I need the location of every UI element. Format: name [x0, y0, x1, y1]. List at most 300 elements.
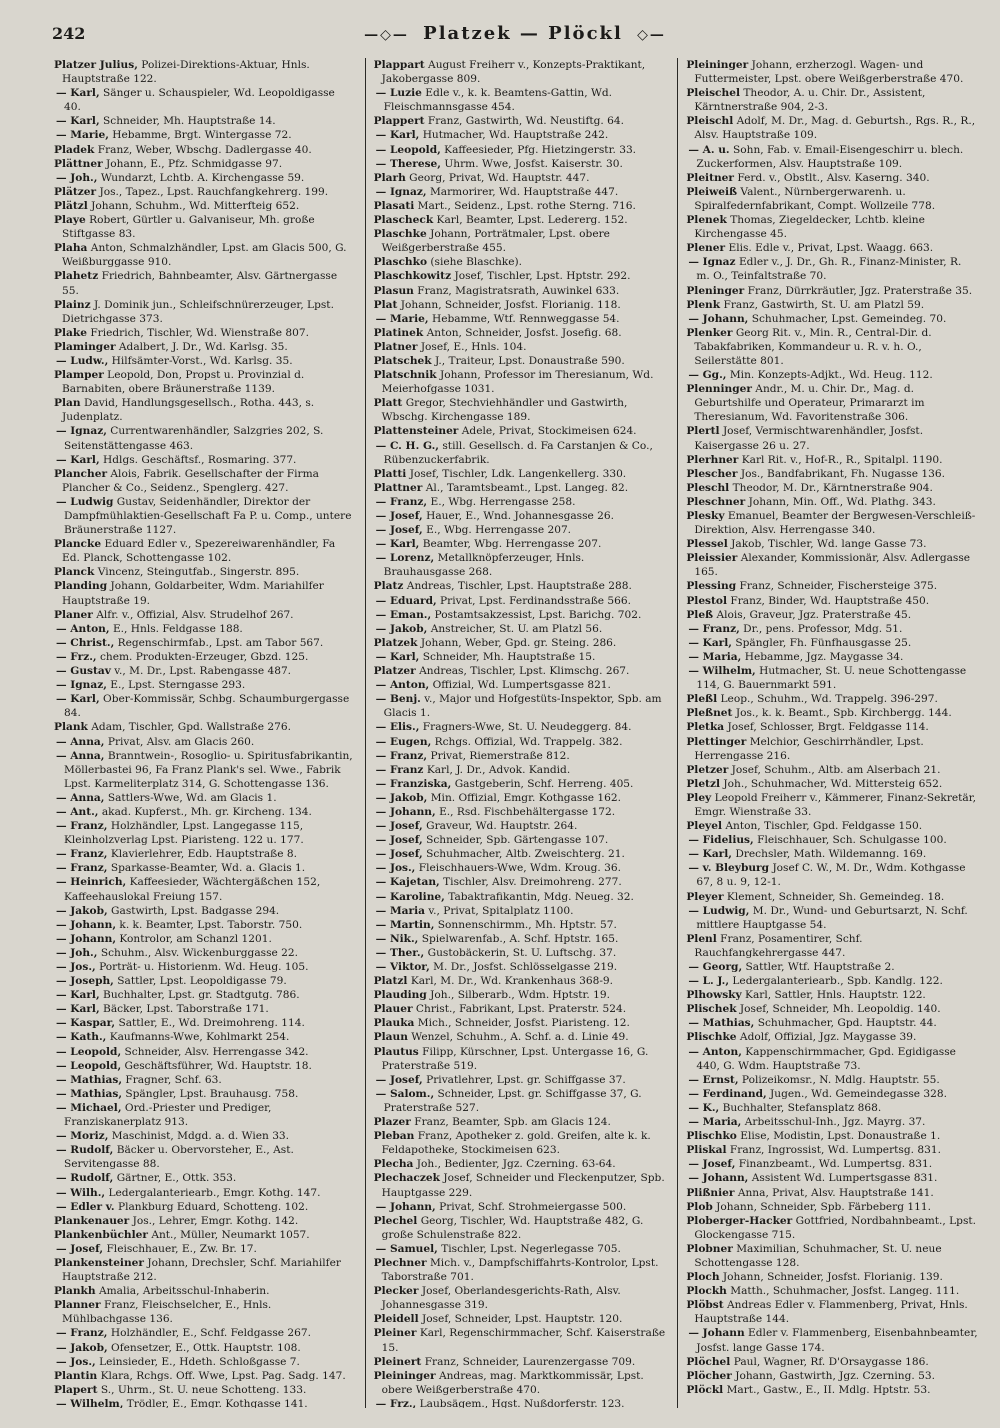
- entry-details: Karl, Regenschirmmacher, Schf. Kaiserstraße 15.: [381, 1327, 666, 1354]
- directory-entry: [684, 1355, 978, 1369]
- entry-name: Pleischl: [686, 115, 734, 128]
- entry-name: Plöckl: [686, 1383, 724, 1396]
- entry-details: August Freiherr v., Konzepts-Praktikant, Jakobergasse 809.: [381, 59, 646, 86]
- directory-entry: [684, 904, 978, 932]
- entry-name: Pleinert: [373, 1355, 422, 1368]
- entry-name: — Nik.,: [375, 932, 419, 945]
- directory-entry: [372, 1073, 666, 1087]
- entry-details: Alois, Graveur, Jgz. Praterstraße 45.: [716, 608, 912, 621]
- entry-details: Joh., Bedienter, Jgz. Czerning. 63-64.: [416, 1158, 616, 1171]
- entry-name: — Jakob,: [56, 1341, 108, 1354]
- entry-details: Tischler, Lpst. Negerlegasse 705.: [441, 1242, 621, 1255]
- entry-details: Privat, Lpst. Ferdinandsstraße 566.: [440, 594, 631, 607]
- entry-details: E., Rsd. Fischbehältergasse 172.: [439, 805, 616, 818]
- entry-name: Playe: [54, 214, 86, 227]
- entry-name: Plenk: [686, 298, 721, 311]
- entry-name: Pletzl: [686, 777, 720, 790]
- ornament-left: —◇—: [364, 26, 409, 43]
- directory-entry: [684, 114, 978, 142]
- entry-details: J. Dominik jun., Schleifschnürerzeuger, Lpst. Dietrichgasse 373.: [62, 298, 334, 325]
- entry-details: Kaufmanns-Wwe, Kohlmarkt 254.: [109, 1031, 290, 1044]
- directory-entry: [372, 622, 666, 636]
- entry-details: Schneider, Spb. Gärtengasse 107.: [426, 834, 609, 847]
- entry-name: — Anna,: [56, 749, 105, 762]
- entry-name: — Karl,: [56, 989, 100, 1002]
- entry-details: Hutmacher, St. U. neue Schottengasse 114, G. Bauernmarkt 591.: [696, 665, 967, 692]
- entry-name: — Ignaz,: [375, 185, 427, 198]
- entry-details: Adam, Tischler, Gpd. Wallstraße 276.: [91, 721, 291, 734]
- directory-entry: [372, 918, 666, 932]
- directory-entry: [52, 1143, 353, 1171]
- directory-entry: [372, 791, 666, 805]
- entry-details: Gottfried, Nordbahnbeamt., Lpst. Glockengasse 715.: [694, 1214, 977, 1241]
- directory-entry: [52, 932, 353, 946]
- directory-entry: [52, 650, 353, 664]
- directory-entry: [52, 1341, 353, 1355]
- directory-entry: [52, 904, 353, 918]
- directory-entry: [684, 932, 978, 960]
- entry-details: Schneider, Alsv. Herrengasse 342.: [124, 1045, 309, 1058]
- directory-entry: [52, 1228, 353, 1242]
- directory-entry: [684, 213, 978, 241]
- entry-name: Plan: [54, 397, 81, 410]
- entry-details: Josef, Schlosser, Brgt. Feldgasse 114.: [727, 721, 929, 734]
- entry-name: — Moriz,: [56, 1130, 109, 1143]
- directory-entry: [684, 382, 978, 424]
- entry-name: — Johann: [688, 1327, 745, 1340]
- directory-entry: [684, 1214, 978, 1242]
- entry-name: Plascheck: [373, 214, 434, 227]
- entry-name: — Karl,: [56, 1003, 100, 1016]
- entry-name: Plerhner: [686, 453, 739, 466]
- directory-entry: [684, 692, 978, 706]
- directory-entry: [684, 1186, 978, 1200]
- entry-name: — Jos.,: [56, 1355, 96, 1368]
- entry-name: — Anna,: [56, 735, 105, 748]
- entry-details: David, Handlungsgesellsch., Rotha. 443, s. Judenplatz.: [62, 397, 315, 424]
- entry-details: Alexander, Kommissionär, Alsv. Adlergasse 165.: [694, 552, 971, 579]
- directory-entry: [52, 875, 353, 903]
- entry-name: Plöbst: [686, 1299, 724, 1312]
- directory-entry: [684, 988, 978, 1002]
- directory-entry: [684, 622, 978, 636]
- entry-details: Leopold, Don, Propst u. Provinzial d. Barnabiten, obere Bräunerstraße 1139.: [62, 369, 305, 396]
- entry-details: Franz, Gastwirth, Wd. Neustiftg. 64.: [427, 115, 624, 128]
- entry-details: Amalia, Arbeitsschul-Inhaberin.: [98, 1285, 270, 1298]
- entry-name: Platschek: [373, 354, 432, 367]
- entry-details: Friedrich, Bahnbeamter, Alsv. Gärtnergasse 55.: [62, 270, 338, 297]
- entry-details: Sparkasse-Beamter, Wd. a. Glacis 1.: [110, 862, 306, 875]
- entry-name: — Frz.,: [56, 650, 97, 663]
- entry-name: — Georg,: [688, 961, 743, 973]
- entry-name: — Karl,: [375, 650, 420, 663]
- entry-details: Mart., Seidenz., Lpst. rothe Sterng. 716.: [417, 199, 636, 212]
- entry-details: Postamtsakzessist, Lpst. Barichg. 702.: [434, 608, 642, 621]
- directory-entry: [52, 805, 353, 819]
- directory-entry: [684, 594, 978, 608]
- entry-details: Fleischhauer, Sch. Schulgasse 100.: [757, 834, 947, 847]
- entry-name: — Ludwig,: [688, 904, 750, 917]
- directory-entry: [684, 1383, 978, 1397]
- directory-entry: [52, 1284, 353, 1298]
- directory-entry: [684, 1045, 978, 1073]
- entry-details: Hebamme, Jgz. Maygasse 34.: [744, 650, 904, 663]
- entry-details: k. k. Beamter, Lpst. Taborstr. 750.: [119, 918, 303, 931]
- entry-details: Spängler, Fh. Fünfhausgasse 25.: [735, 636, 912, 649]
- entry-name: — Ignaz,: [56, 679, 107, 692]
- running-head: [112, 23, 918, 44]
- entry-name: — Karl,: [56, 453, 100, 466]
- entry-details: Hdlgs. Geschäftsf., Rosmaring. 377.: [103, 453, 297, 466]
- entry-name: — Rudolf,: [56, 1144, 114, 1157]
- entry-details: (siehe Blaschke).: [430, 256, 522, 269]
- entry-name: Pliskal: [686, 1144, 727, 1157]
- directory-entry: [52, 1397, 353, 1408]
- directory-entry: [52, 579, 353, 607]
- entry-details: Johann, Gastwirth, Jgz. Czerning. 53.: [735, 1369, 935, 1382]
- entry-name: — Michael,: [56, 1101, 122, 1114]
- entry-name: — Josef,: [688, 1158, 736, 1171]
- entry-name: Plake: [54, 326, 87, 339]
- directory-entry: [52, 1242, 353, 1256]
- entry-details: chem. Produkten-Erzeuger, Gbzd. 125.: [99, 650, 309, 663]
- entry-details: Klavierlehrer, Edb. Hauptstraße 8.: [110, 848, 297, 861]
- entry-details: Ant., Müller, Neumarkt 1057.: [151, 1228, 310, 1241]
- directory-entry: [372, 1369, 666, 1397]
- entry-name: Plenl: [686, 932, 717, 945]
- entry-name: — Johann,: [56, 932, 117, 945]
- entry-details: Franz, Ingrossist, Wd. Lumpertsg. 831.: [729, 1144, 941, 1157]
- entry-details: Josef, Tischler, Lpst. Hptstr. 292.: [454, 270, 631, 283]
- directory-entry: [372, 608, 666, 622]
- entry-details: Andreas, Tischler, Lpst. Klimschg. 267.: [419, 665, 630, 678]
- entry-name: Pleschner: [686, 495, 746, 508]
- entry-details: Josef, Schneider, Mh. Leopoldig. 140.: [739, 1003, 941, 1016]
- entry-details: Holzhändler, E., Schf. Feldgasse 267.: [110, 1327, 311, 1340]
- entry-details: v., Privat, Spitalplatz 1100.: [428, 904, 574, 917]
- entry-details: Josef, Schuhm., Altb. am Alserbach 21.: [731, 763, 941, 776]
- entry-name: Pleiner: [373, 1327, 417, 1340]
- entry-name: Plaha: [54, 242, 88, 255]
- directory-entry: [372, 720, 666, 734]
- directory-entry: [52, 157, 353, 171]
- entry-name: Plettinger: [686, 735, 747, 748]
- entry-name: Plankensteiner: [54, 1256, 144, 1269]
- entry-name: — Anton,: [375, 679, 430, 692]
- directory-entry: [684, 1030, 978, 1044]
- directory-entry: [52, 354, 353, 368]
- directory-entry: [372, 847, 666, 861]
- entry-name: Pleß: [686, 608, 714, 621]
- entry-details: Johann, erzherzogl. Wagen- und Futtermeister, Lpst. obere Weißgerberstraße 470.: [694, 59, 964, 86]
- entry-details: Kontrolor, am Schanzl 1201.: [119, 932, 272, 945]
- entry-details: Dr., pens. Professor, Mdg. 51.: [743, 622, 903, 635]
- entry-details: Rchgs. Offizial, Wd. Trappelg. 382.: [434, 735, 623, 748]
- entry-details: Alfr. v., Offizial, Alsv. Strudelhof 267.: [96, 608, 294, 621]
- entry-name: Pleiweiß: [686, 185, 738, 198]
- entry-name: — Ferdinand,: [688, 1087, 767, 1100]
- entry-name: — Franziska,: [375, 777, 452, 790]
- directory-entry: [52, 608, 353, 622]
- directory-entry: [52, 1326, 353, 1340]
- entry-details: Kaffeesieder, Pfg. Hietzingerstr. 33.: [444, 143, 637, 156]
- entry-name: Plescher: [686, 467, 738, 480]
- entry-details: Jakob, Tischler, Wd. lange Gasse 73.: [731, 538, 927, 551]
- directory-entry: [372, 861, 666, 875]
- entry-name: Pleßnet: [686, 707, 733, 720]
- directory-entry: [52, 128, 353, 142]
- entry-details: Hutmacher, Wd. Hauptstraße 242.: [422, 129, 609, 142]
- directory-entry: [372, 650, 666, 664]
- entry-name: Pleininger: [686, 59, 749, 71]
- entry-details: Andr., M. u. Chir. Dr., Mag. d. Geburtshilfe und Operateur, Primararzt im Theresianum, Wd. Favoritenstraße 306.: [694, 383, 925, 424]
- entry-details: Fragners-Wwe, St. U. Neudeggerg. 84.: [422, 721, 632, 734]
- directory-entry: [372, 509, 666, 523]
- entry-details: Fragner, Schf. 63.: [125, 1073, 222, 1086]
- entry-name: — Ludwig: [56, 495, 114, 508]
- directory-entry: [684, 960, 978, 974]
- column-right: [677, 58, 978, 1408]
- directory-entry: [684, 86, 978, 114]
- directory-entry: [52, 664, 353, 678]
- entry-details: Jugen., Wd. Gemeindegasse 328.: [770, 1087, 948, 1100]
- directory-entry: [52, 213, 353, 241]
- entry-name: Planck: [54, 566, 95, 579]
- entry-details: Johann, Drechsler, Schf. Mariahilfer Hauptstraße 212.: [62, 1256, 341, 1284]
- directory-entry: [684, 847, 978, 861]
- entry-details: Bäcker, Lpst. Taborstraße 171.: [103, 1003, 269, 1016]
- directory-entry: [684, 608, 978, 622]
- directory-entry: [684, 481, 978, 495]
- entry-details: Beamter, Wbg. Herrengasse 207.: [422, 538, 602, 551]
- entry-name: Plobner: [686, 1242, 733, 1255]
- directory-entry: [372, 1284, 666, 1312]
- directory-columns: [52, 58, 978, 1408]
- directory-entry: [684, 777, 978, 791]
- entry-name: Plamper: [54, 369, 104, 382]
- entry-name: — Luzie: [375, 87, 422, 100]
- entry-name: — Joh.,: [56, 946, 98, 959]
- directory-entry: [372, 1129, 666, 1157]
- directory-entry: [684, 1115, 978, 1129]
- entry-details: Josef, Vermischtwarenhändler, Josfst. Kaisergasse 26 u. 27.: [694, 425, 924, 452]
- entry-name: — Ant.,: [56, 805, 99, 818]
- entry-name: Plhowsky: [686, 989, 742, 1002]
- directory-entry: [372, 537, 666, 551]
- directory-entry: [372, 1355, 666, 1369]
- directory-entry: [372, 185, 666, 199]
- entry-details: still. Gesellsch. d. Fa Carstanjen & Co., Rübenzuckerfabrik.: [383, 439, 653, 466]
- directory-entry: [52, 1214, 353, 1228]
- entry-name: — Gustav: [56, 665, 111, 678]
- entry-name: — Eugen,: [375, 735, 432, 748]
- entry-name: — Maria: [375, 904, 425, 917]
- entry-details: E., Wbg. Herrengasse 258.: [430, 495, 576, 508]
- directory-entry: [52, 636, 353, 650]
- column-middle: [365, 58, 666, 1408]
- directory-entry: [372, 495, 666, 509]
- entry-name: Planding: [54, 580, 108, 593]
- entry-details: Gustav, Seidenhändler, Direktor der Dampfmühlaktien-Gesellschaft Fa P. u. Comp., untere Bräunerstraße 1127.: [64, 495, 352, 537]
- entry-name: Plattner: [373, 481, 423, 494]
- entry-name: — Josef,: [375, 848, 423, 861]
- directory-entry: [684, 650, 978, 664]
- entry-name: — Josef,: [375, 510, 423, 522]
- entry-name: — Anton,: [56, 622, 110, 635]
- entry-name: — Christ.,: [56, 636, 115, 649]
- directory-entry: [52, 396, 353, 424]
- entry-name: Pletka: [686, 721, 725, 734]
- entry-details: Privat, Schf. Strohmeiergasse 500.: [439, 1200, 627, 1213]
- entry-name: Plob: [686, 1200, 713, 1213]
- directory-entry: [372, 424, 666, 438]
- entry-details: Franz, Schneider, Fischersteige 375.: [739, 580, 938, 593]
- entry-name: Plainz: [54, 298, 91, 311]
- directory-entry: [372, 1016, 666, 1030]
- entry-name: Plancke: [54, 538, 102, 551]
- entry-details: Anton, Schmalzhändler, Lpst. am Glacis 500, G. Weißburggasse 910.: [62, 242, 347, 269]
- directory-entry: [52, 1171, 353, 1185]
- directory-entry: [52, 1256, 353, 1284]
- directory-entry: [52, 453, 353, 467]
- entry-name: Platzek: [373, 636, 418, 649]
- entry-name: Plasun: [373, 284, 414, 297]
- directory-entry: [684, 833, 978, 847]
- directory-entry: [684, 1101, 978, 1115]
- entry-details: Sohn, Fab. v. Email-Eisengeschirr u. blech. Zuckerformen, Alsv. Hauptstraße 109.: [696, 143, 964, 170]
- directory-entry: [684, 551, 978, 579]
- entry-name: — Viktor,: [375, 961, 430, 973]
- entry-details: Gastgeberin, Schf. Herreng. 405.: [454, 777, 634, 790]
- entry-name: Plarh: [373, 171, 406, 184]
- directory-entry: [684, 1087, 978, 1101]
- directory-entry: [372, 467, 666, 481]
- directory-entry: [684, 1016, 978, 1030]
- entry-name: Plenker: [686, 326, 733, 339]
- running-head-text: Platzek — Plöckl: [423, 22, 623, 44]
- entry-name: — Benj.: [375, 693, 421, 706]
- entry-name: Plenek: [686, 214, 727, 227]
- directory-entry: [684, 1073, 978, 1087]
- entry-details: Emanuel, Beamter der Bergwesen-Verschleiß-Direktion, Alsv. Herrengasse 340.: [694, 510, 976, 537]
- entry-name: Plätzer: [54, 185, 97, 198]
- entry-details: Fleischhauers-Wwe, Wdm. Kroug. 36.: [418, 862, 622, 875]
- entry-name: Plättner: [54, 157, 103, 170]
- directory-entry: [684, 1326, 978, 1354]
- entry-name: — Franz,: [375, 749, 428, 762]
- entry-details: Johann, Weber, Gpd. gr. Steing. 286.: [420, 636, 617, 649]
- directory-entry: [684, 763, 978, 777]
- entry-details: Hauer, E., Wnd. Johannesgasse 26.: [426, 510, 615, 522]
- directory-entry: [52, 1045, 353, 1059]
- directory-entry: [684, 424, 978, 452]
- entry-name: — Samuel,: [375, 1242, 438, 1255]
- entry-name: — Salom.,: [375, 1087, 435, 1100]
- directory-entry: [684, 720, 978, 734]
- entry-details: Privat, Riemerstraße 812.: [430, 749, 570, 762]
- entry-name: Plankh: [54, 1285, 96, 1298]
- entry-details: M. Dr., Josfst. Schlösselgasse 219.: [433, 961, 618, 973]
- directory-entry: [52, 326, 353, 340]
- directory-entry: [684, 1002, 978, 1016]
- entry-details: Klara, Rchgs. Off. Wwe, Lpst. Pag. Sadg. 147.: [100, 1369, 346, 1382]
- entry-name: Plöcher: [686, 1369, 732, 1382]
- directory-entry: [372, 1397, 666, 1408]
- directory-entry: [684, 312, 978, 326]
- entry-details: Edle v., k. k. Beamtens-Gattin, Wd. Fleischmannsgasse 454.: [383, 87, 612, 114]
- directory-entry: [52, 241, 353, 269]
- directory-entry: [372, 777, 666, 791]
- entry-name: — Mathias,: [688, 1017, 755, 1030]
- directory-entry: [372, 664, 666, 678]
- entry-name: — Edler v.: [56, 1200, 115, 1213]
- directory-entry: [372, 875, 666, 889]
- directory-entry: [52, 185, 353, 199]
- entry-name: — Karl,: [375, 129, 420, 142]
- directory-entry: [684, 453, 978, 467]
- entry-details: v., Major und Hofgestüts-Inspektor, Spb. am Glacis 1.: [383, 693, 662, 720]
- directory-entry: [684, 284, 978, 298]
- directory-entry: [372, 213, 666, 227]
- directory-entry: [52, 1186, 353, 1200]
- entry-details: Josef, Schneider, Lpst. Hauptstr. 120.: [421, 1313, 623, 1326]
- entry-details: Paul, Wagner, Rf. D'Orsaygasse 186.: [733, 1355, 929, 1368]
- directory-entry: [684, 974, 978, 988]
- entry-name: Plank: [54, 721, 88, 734]
- directory-entry: [52, 1101, 353, 1129]
- entry-name: Plertl: [686, 425, 720, 438]
- entry-details: Adolf, M. Dr., Mag. d. Geburtsh., Rgs. R., R., Alsv. Hauptstraße 109.: [694, 115, 976, 142]
- directory-entry: [372, 1326, 666, 1354]
- entry-details: Johann, Schneider, Josfst. Florianig. 139.: [722, 1271, 943, 1284]
- entry-name: — Kajetan,: [375, 876, 440, 889]
- entry-name: — Ignaz,: [56, 425, 107, 438]
- entry-details: Robert, Gürtler u. Galvaniseur, Mh. große Stiftgasse 83.: [62, 214, 315, 241]
- directory-entry: [684, 1270, 978, 1284]
- entry-name: Plesky: [686, 510, 725, 522]
- directory-entry: [372, 678, 666, 692]
- directory-entry: [372, 1157, 666, 1171]
- entry-details: Franz, Posamentirer, Schf. Rauchfangkehrergasse 447.: [694, 932, 863, 959]
- entry-name: Plessel: [686, 538, 728, 551]
- directory-entry: [684, 1298, 978, 1326]
- entry-name: Platti: [373, 467, 407, 480]
- entry-details: Josef C. W., M. Dr., Wdm. Kothgasse 67, 8 u. 9, 12-1.: [696, 862, 966, 889]
- entry-name: Plankenbüchler: [54, 1228, 148, 1241]
- entry-name: — Franz,: [56, 848, 108, 861]
- entry-name: Plancher: [54, 467, 108, 480]
- entry-name: Plätzl: [54, 199, 88, 212]
- directory-entry: [52, 819, 353, 847]
- directory-entry: [52, 749, 353, 791]
- entry-name: Plißnier: [686, 1186, 735, 1199]
- entry-details: Theodor, M. Dr., Kärntnerstraße 904.: [732, 481, 933, 494]
- entry-details: Privatlehrer, Lpst. gr. Schiffgasse 37.: [426, 1073, 626, 1086]
- directory-entry: [372, 340, 666, 354]
- directory-entry: [52, 861, 353, 875]
- entry-name: — Johann,: [375, 805, 436, 818]
- directory-entry: [372, 143, 666, 157]
- entry-name: Plenninger: [686, 383, 752, 396]
- entry-details: Filipp, Kürschner, Lpst. Untergasse 16, G. Praterstraße 519.: [381, 1045, 649, 1072]
- entry-details: Josef, Schneider und Fleckenputzer, Spb. Hauptgasse 229.: [381, 1172, 665, 1199]
- entry-details: Josef, E., Hnls. 104.: [420, 340, 527, 353]
- entry-details: Jos., Lehrer, Emgr. Kothg. 142.: [132, 1214, 299, 1227]
- directory-entry: [372, 128, 666, 142]
- entry-name: — Johann,: [375, 1200, 436, 1213]
- entry-details: Matth., Schuhmacher, Josfst. Langeg. 111.: [730, 1285, 960, 1298]
- entry-details: Currentwarenhändler, Salzgries 202, S. Seitenstättengasse 463.: [64, 425, 324, 452]
